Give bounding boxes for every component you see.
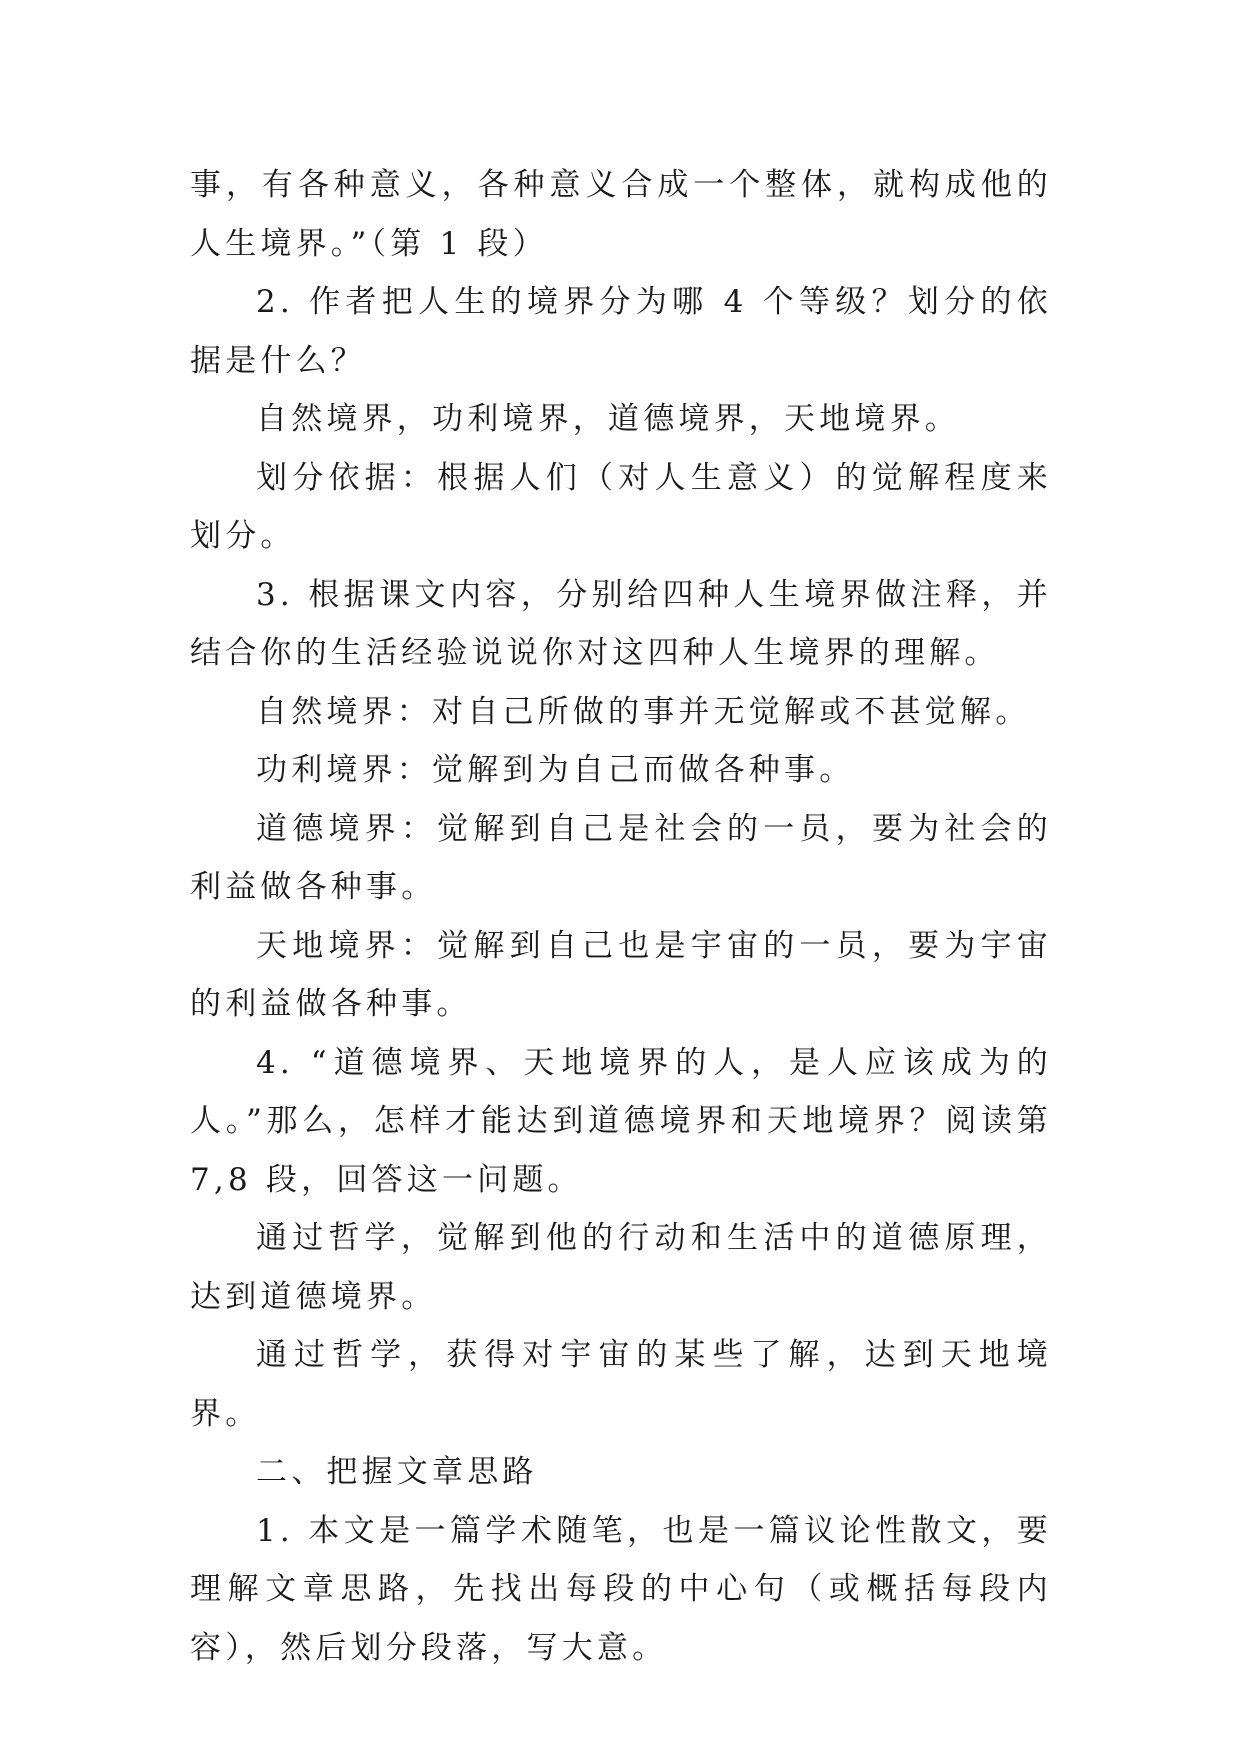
- section-item-1: 1. 本文是一篇学术随笔，也是一篇议论性散文，要理解文章思路，先找出每段的中心句（或概括每段内容），然后划分段落，写大意。: [190, 1512, 1052, 1666]
- answer-3-utilitarian: 功利境界：觉解到为自己而做各种事。: [256, 752, 855, 788]
- section-heading: 二、把握文章思路: [256, 1454, 538, 1490]
- answer-3-cosmic: 天地境界：觉解到自己也是宇宙的一员，要为宇宙的利益做各种事。: [190, 927, 1052, 1022]
- answer-4-moral: 通过哲学，觉解到他的行动和生活中的道德原理，达到道德境界。: [190, 1220, 1052, 1315]
- question-2: 2. 作者把人生的境界分为哪 4 个等级？划分的依据是什么？: [190, 284, 1052, 379]
- question-4: 4. “道德境界、天地境界的人，是人应该成为的人。”那么，怎样才能达到道德境界和天地境界？阅读第 7,8 段，回答这一问题。: [190, 1044, 1052, 1198]
- question-3: 3. 根据课文内容，分别给四种人生境界做注释，并结合你的生活经验说说你对这四种人生境界的理解。: [190, 576, 1052, 671]
- answer-3-natural: 自然境界：对自己所做的事并无觉解或不甚觉解。: [256, 693, 1031, 730]
- answer-2-basis: 划分依据：根据人们（对人生意义）的觉解程度来划分。: [190, 459, 1052, 554]
- document-body: [190, 156, 1052, 1677]
- answer-2-levels: 自然境界，功利境界，道德境界，天地境界。: [256, 401, 960, 437]
- paragraph-continuation: 事，有各种意义，各种意义合成一个整体，就构成他的人生境界。”（第 1 段）: [190, 167, 1052, 262]
- answer-3-moral: 道德境界：觉解到自己是社会的一员，要为社会的利益做各种事。: [190, 810, 1052, 905]
- answer-4-cosmic: 通过哲学，获得对宇宙的某些了解，达到天地境界。: [190, 1337, 1052, 1432]
